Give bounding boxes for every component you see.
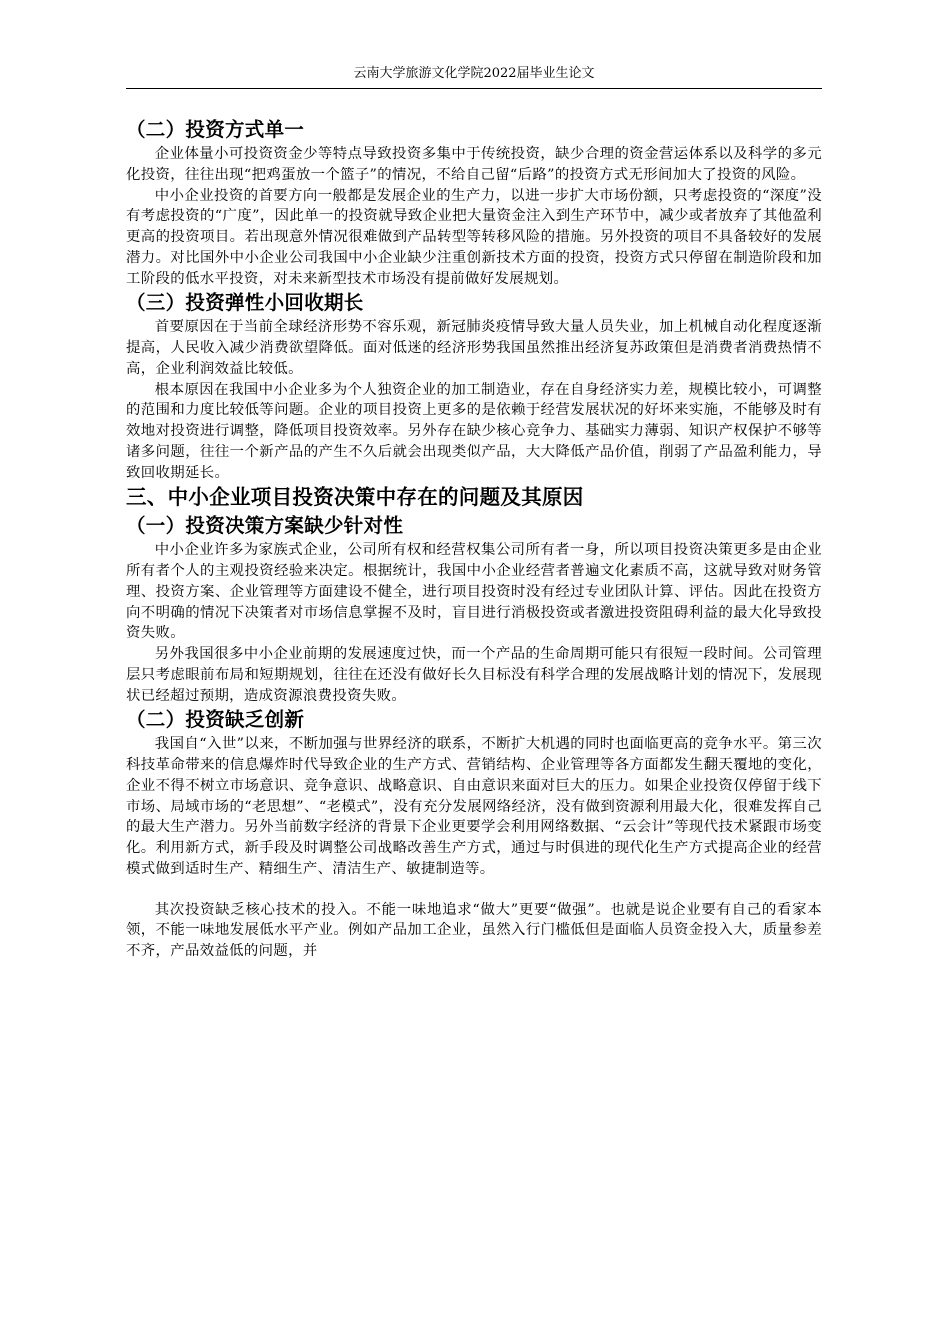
paragraph: 中小企业投资的首要方向一般都是发展企业的生产力，以进一步扩大市场份额，只考虑投资的“深度”没有考虑投资的“广度”，因此单一的投资就导致企业把大量资金注入到生产环节中，减少或者放弃了其他盈利更高的投资项目。若出现意外情况很难做到产品转型等转移风险的措施。另外投资的项目不具备较好的发展潜力。对比国外中小企业公司我国中小企业缺少注重创新技术方面的投资，投资方式只停留在制造阶段和加工阶段的低水平投资，对未来新型技术市场没有提前做好发展规划。: [126, 187, 822, 287]
section-heading-decision-targeting: （一）投资决策方案缺少针对性: [126, 514, 404, 538]
document-body: [126, 116, 822, 962]
paragraph: 首要原因在于当前全球经济形势不容乐观，新冠肺炎疫情导致大量人员失业，加上机械自动化程度逐渐提高，人民收入减少消费欲望降低。面对低迷的经济形势我国虽然推出经济复苏政策但是消费者消费热情不高，企业利润效益比较低。: [126, 319, 822, 377]
section-heading-innovation: （二）投资缺乏创新: [126, 708, 305, 732]
header-divider: [126, 88, 822, 89]
paragraph-spacer: [126, 880, 822, 900]
section-heading-investment-mode: （二）投资方式单一: [126, 118, 305, 141]
running-header: 云南大学旅游文化学院2022届毕业生论文: [353, 66, 595, 81]
paragraph: 另外我国很多中小企业前期的发展速度过快，而一个产品的生命周期可能只有很短一段时间。公司管理层只考虑眼前布局和短期规划，往往在还没有做好长久目标没有科学合理的发展战略计划的情况下，发展现状已经超过预期，造成资源浪费投资失败。: [126, 646, 822, 704]
paragraph: 企业体量小可投资资金少等特点导致投资多集中于传统投资，缺少合理的资金营运体系以及科学的多元化投资，往往出现“把鸡蛋放一个篮子”的情况，不给自己留“后路”的投资方式无形间加大了投资的风险。: [126, 146, 822, 183]
paragraph: 中小企业许多为家族式企业，公司所有权和经营权集公司所有者一身，所以项目投资决策更多是由企业所有者个人的主观投资经验来决定。根据统计，我国中小企业经营者普遍文化素质不高，这就导致对财务管理、投资方案、企业管理等方面建设不健全，进行项目投资时没有经过专业团队计算、评估。因此在投资方向不明确的情况下决策者对市场信息掌握不及时，盲目进行消极投资或者激进投资阻碍利益的最大化导致投资失败。: [126, 542, 822, 642]
paragraph: 我国自“入世”以来，不断加强与世界经济的联系，不断扩大机遇的同时也面临更高的竞争水平。第三次科技革命带来的信息爆炸时代导致企业的生产方式、营销结构、企业管理等各方面都发生翻天覆地的变化，企业不得不树立市场意识、竞争意识、战略意识、自由意识来面对巨大的压力。如果企业投资仅停留于线下市场、局域市场的“老思想”、“老模式”，没有充分发展网络经济，没有做到资源利用最大化，很难发挥自己的最大生产潜力。另外当前数字经济的背景下企业更要学会利用网络数据、“云会计”等现代技术紧跟市场变化。利用新方式，新手段及时调整公司战略改善生产方式，通过与时俱进的现代化生产方式提高企业的经营模式做到适时生产、精细生产、清洁生产、敏捷制造等。: [126, 736, 822, 877]
section-heading-investment-elasticity: （三）投资弹性小回收期长: [126, 291, 364, 315]
chapter-heading: 三、中小企业项目投资决策中存在的问题及其原因: [126, 485, 584, 510]
paragraph: 其次投资缺乏核心技术的投入。不能一味地追求“做大”更要“做强”。也就是说企业要有自己的看家本领，不能一味地发展低水平产业。例如产品加工企业，虽然入行门槛低但是面临人员资金投入大，质量参差不齐，产品效益低的问题，并: [126, 901, 822, 959]
paragraph: 根本原因在我国中小企业多为个人独资企业的加工制造业，存在自身经济实力差，规模比较小，可调整的范围和力度比较低等问题。企业的项目投资上更多的是依赖于经营发展状况的好坏来实施，不能够及时有效地对投资进行调整，降低项目投资效率。另外存在缺少核心竞争力、基础实力薄弱、知识产权保护不够等诸多问题，往往一个新产品的产生不久后就会出现类似产品，大大降低产品价值，削弱了产品盈利能力，导致回收期延长。: [126, 381, 822, 481]
